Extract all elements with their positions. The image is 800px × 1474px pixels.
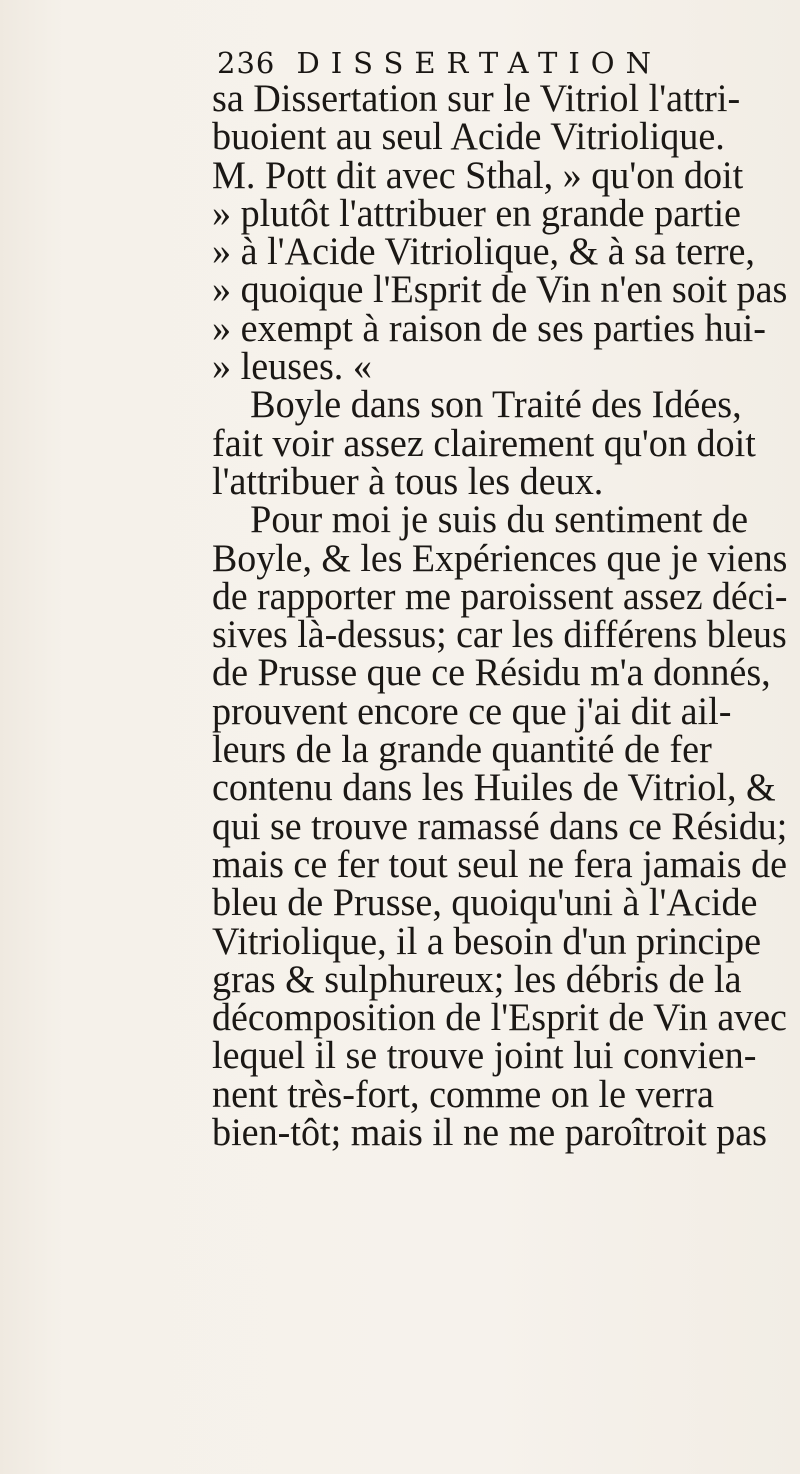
text-line: de Prusse que ce Résidu m'a donnés, [212, 651, 771, 695]
text-line: mais ce fer tout seul ne fera jamais de [212, 842, 788, 886]
text-line: sa Dissertation sur le Vitriol l'attri- [212, 77, 741, 120]
text-line: gras & sulphureux; les débris de la [212, 957, 742, 1001]
running-title: DISSERTATION [296, 46, 662, 80]
text-line: Boyle dans son Traité des Idées, [212, 383, 742, 427]
text-line: buoient au seul Acide Vitriolique. [212, 115, 725, 159]
text-line: » quoique l'Esprit de Vin n'en soit pas [212, 268, 788, 312]
text-line: bleu de Prusse, quoiqu'uni à l'Acide [212, 881, 758, 925]
text-line: leurs de la grande quantité de fer [212, 728, 712, 772]
text-line: prouvent encore ce que j'ai dit ail- [212, 689, 732, 733]
text-line: M. Pott dit avec Sthal, » qu'on doit [212, 153, 744, 197]
body-text [212, 77, 800, 1155]
text-line: Vitriolique, il a besoin d'un principe [212, 919, 761, 963]
text-line: Pour moi je suis du sentiment de [212, 498, 749, 542]
text-line: » leuses. « [212, 345, 372, 389]
text-line: Boyle, & les Expériences que je viens [212, 536, 788, 580]
text-line: » à l'Acide Vitriolique, & à sa terre, [212, 230, 755, 274]
page-header [217, 46, 662, 80]
text-line: » plutôt l'attribuer en grande partie [212, 191, 741, 235]
text-line: contenu dans les Huiles de Vitriol, & [212, 766, 776, 810]
text-line: qui se trouve ramassé dans ce Résidu; [212, 804, 788, 848]
text-line: » exempt à raison de ses parties hui- [212, 306, 766, 350]
page-number: 236 [217, 46, 276, 80]
text-line: de rapporter me paroissent assez déci- [212, 574, 788, 618]
text-line: lequel il se trouve joint lui convien- [212, 1034, 757, 1078]
text-line: bien-tôt; mais il ne me paroîtroit pas [212, 1111, 768, 1155]
text-line: décomposition de l'Esprit de Vin avec [212, 996, 787, 1040]
text-line: sives là-dessus; car les différens bleus [212, 613, 787, 657]
text-line: nent très-fort, comme on le verra [212, 1072, 714, 1116]
text-line: fait voir assez clairement qu'on doit [212, 421, 756, 465]
text-line: l'attribuer à tous les deux. [212, 459, 604, 503]
